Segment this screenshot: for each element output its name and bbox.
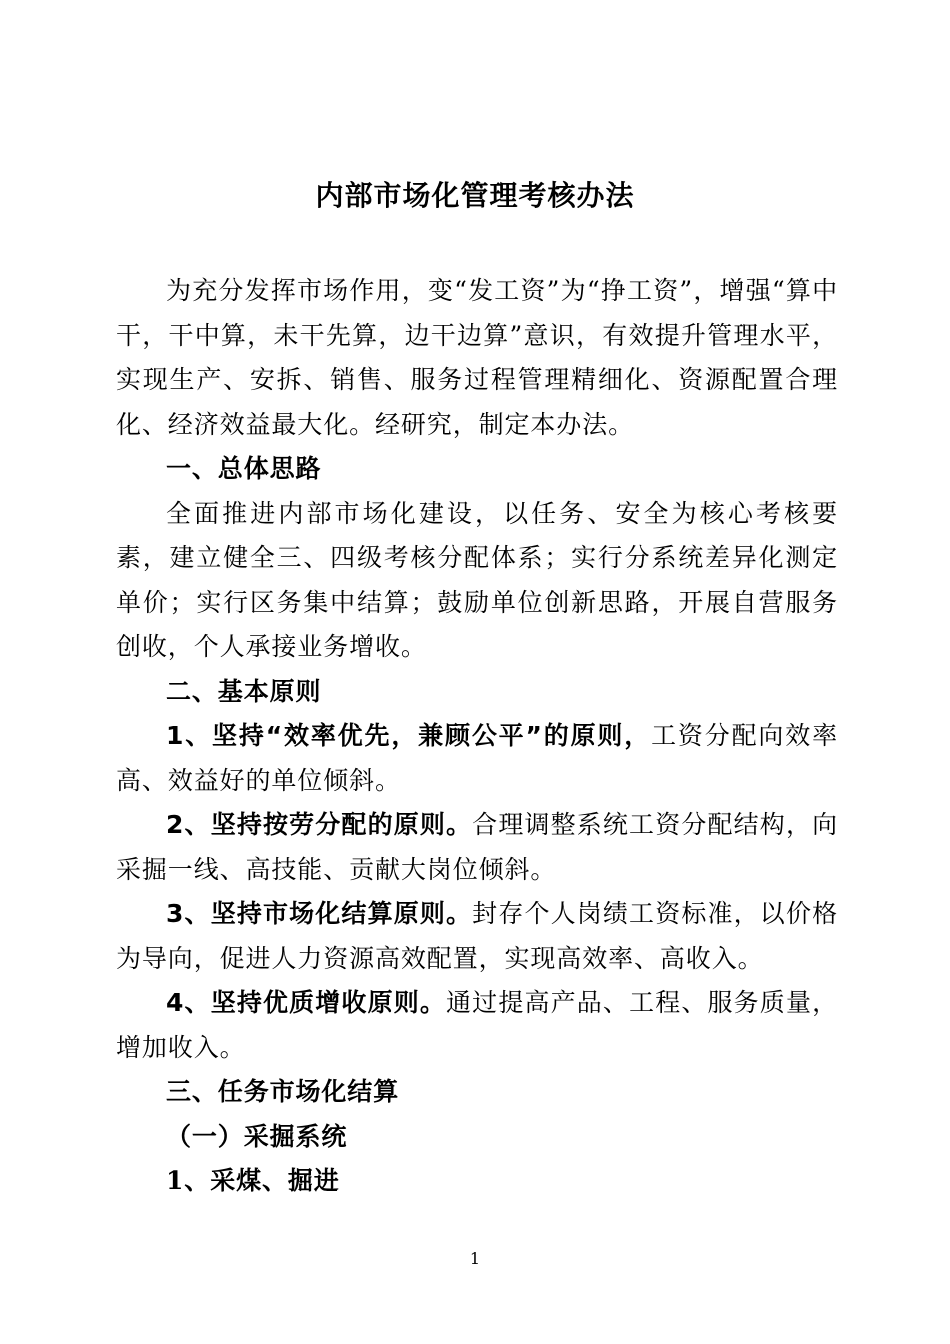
principle-text: 通过提高产品、工程、服务质量，增加收入。 [116, 988, 838, 1062]
principle-lead: 1、坚持“效率优先，兼顾公平”的原则， [166, 721, 652, 750]
item-heading-coal-mining-tunneling: 1、采煤、掘进 [166, 1166, 340, 1195]
document-title: 内部市场化管理考核办法 [315, 179, 635, 212]
principle-text: 封存个人岗绩工资标准，以价格为导向，促进人力资源高效配置，实现高效率、高收入。 [116, 899, 838, 973]
principle-text: 合理调整系统工资分配结构，向采掘一线、高技能、贡献大岗位倾斜。 [116, 810, 838, 884]
section-heading-overall-approach: 一、总体思路 [166, 454, 322, 483]
subsection-heading-mining-system: （一）采掘系统 [166, 1121, 348, 1151]
principle-item [116, 714, 838, 803]
principle-item [116, 981, 838, 1070]
principle-item [116, 803, 838, 892]
intro-paragraph: 为充分发挥市场作用，变“发工资”为“挣工资”，增强“算中干，干中算，未干先算，边干边算”意识，有效提升管理水平，实现生产、安拆、销售、服务过程管理精细化、资源配置合理化、经济效益最大化。经研究，制定本办法。 [116, 276, 838, 439]
principle-lead: 3、坚持市场化结算原则。 [166, 899, 473, 928]
principle-text: 工资分配向效率高、效益好的单位倾斜。 [116, 721, 838, 795]
section-heading-basic-principles: 二、基本原则 [166, 676, 322, 706]
page-number: 1 [469, 1249, 481, 1268]
principle-item [116, 892, 838, 981]
principle-lead: 2、坚持按劳分配的原则。 [166, 810, 473, 839]
overall-approach-paragraph: 全面推进内部市场化建设，以任务、安全为核心考核要素，建立健全三、四级考核分配体系；实行分系统差异化测定单价；实行区务集中结算；鼓励单位创新思路，开展自营服务创收，个人承接业务增收。 [116, 498, 838, 661]
document-body [116, 269, 838, 1204]
principle-lead: 4、坚持优质增收原则。 [166, 988, 447, 1017]
section-heading-task-settlement: 三、任务市场化结算 [166, 1077, 400, 1106]
